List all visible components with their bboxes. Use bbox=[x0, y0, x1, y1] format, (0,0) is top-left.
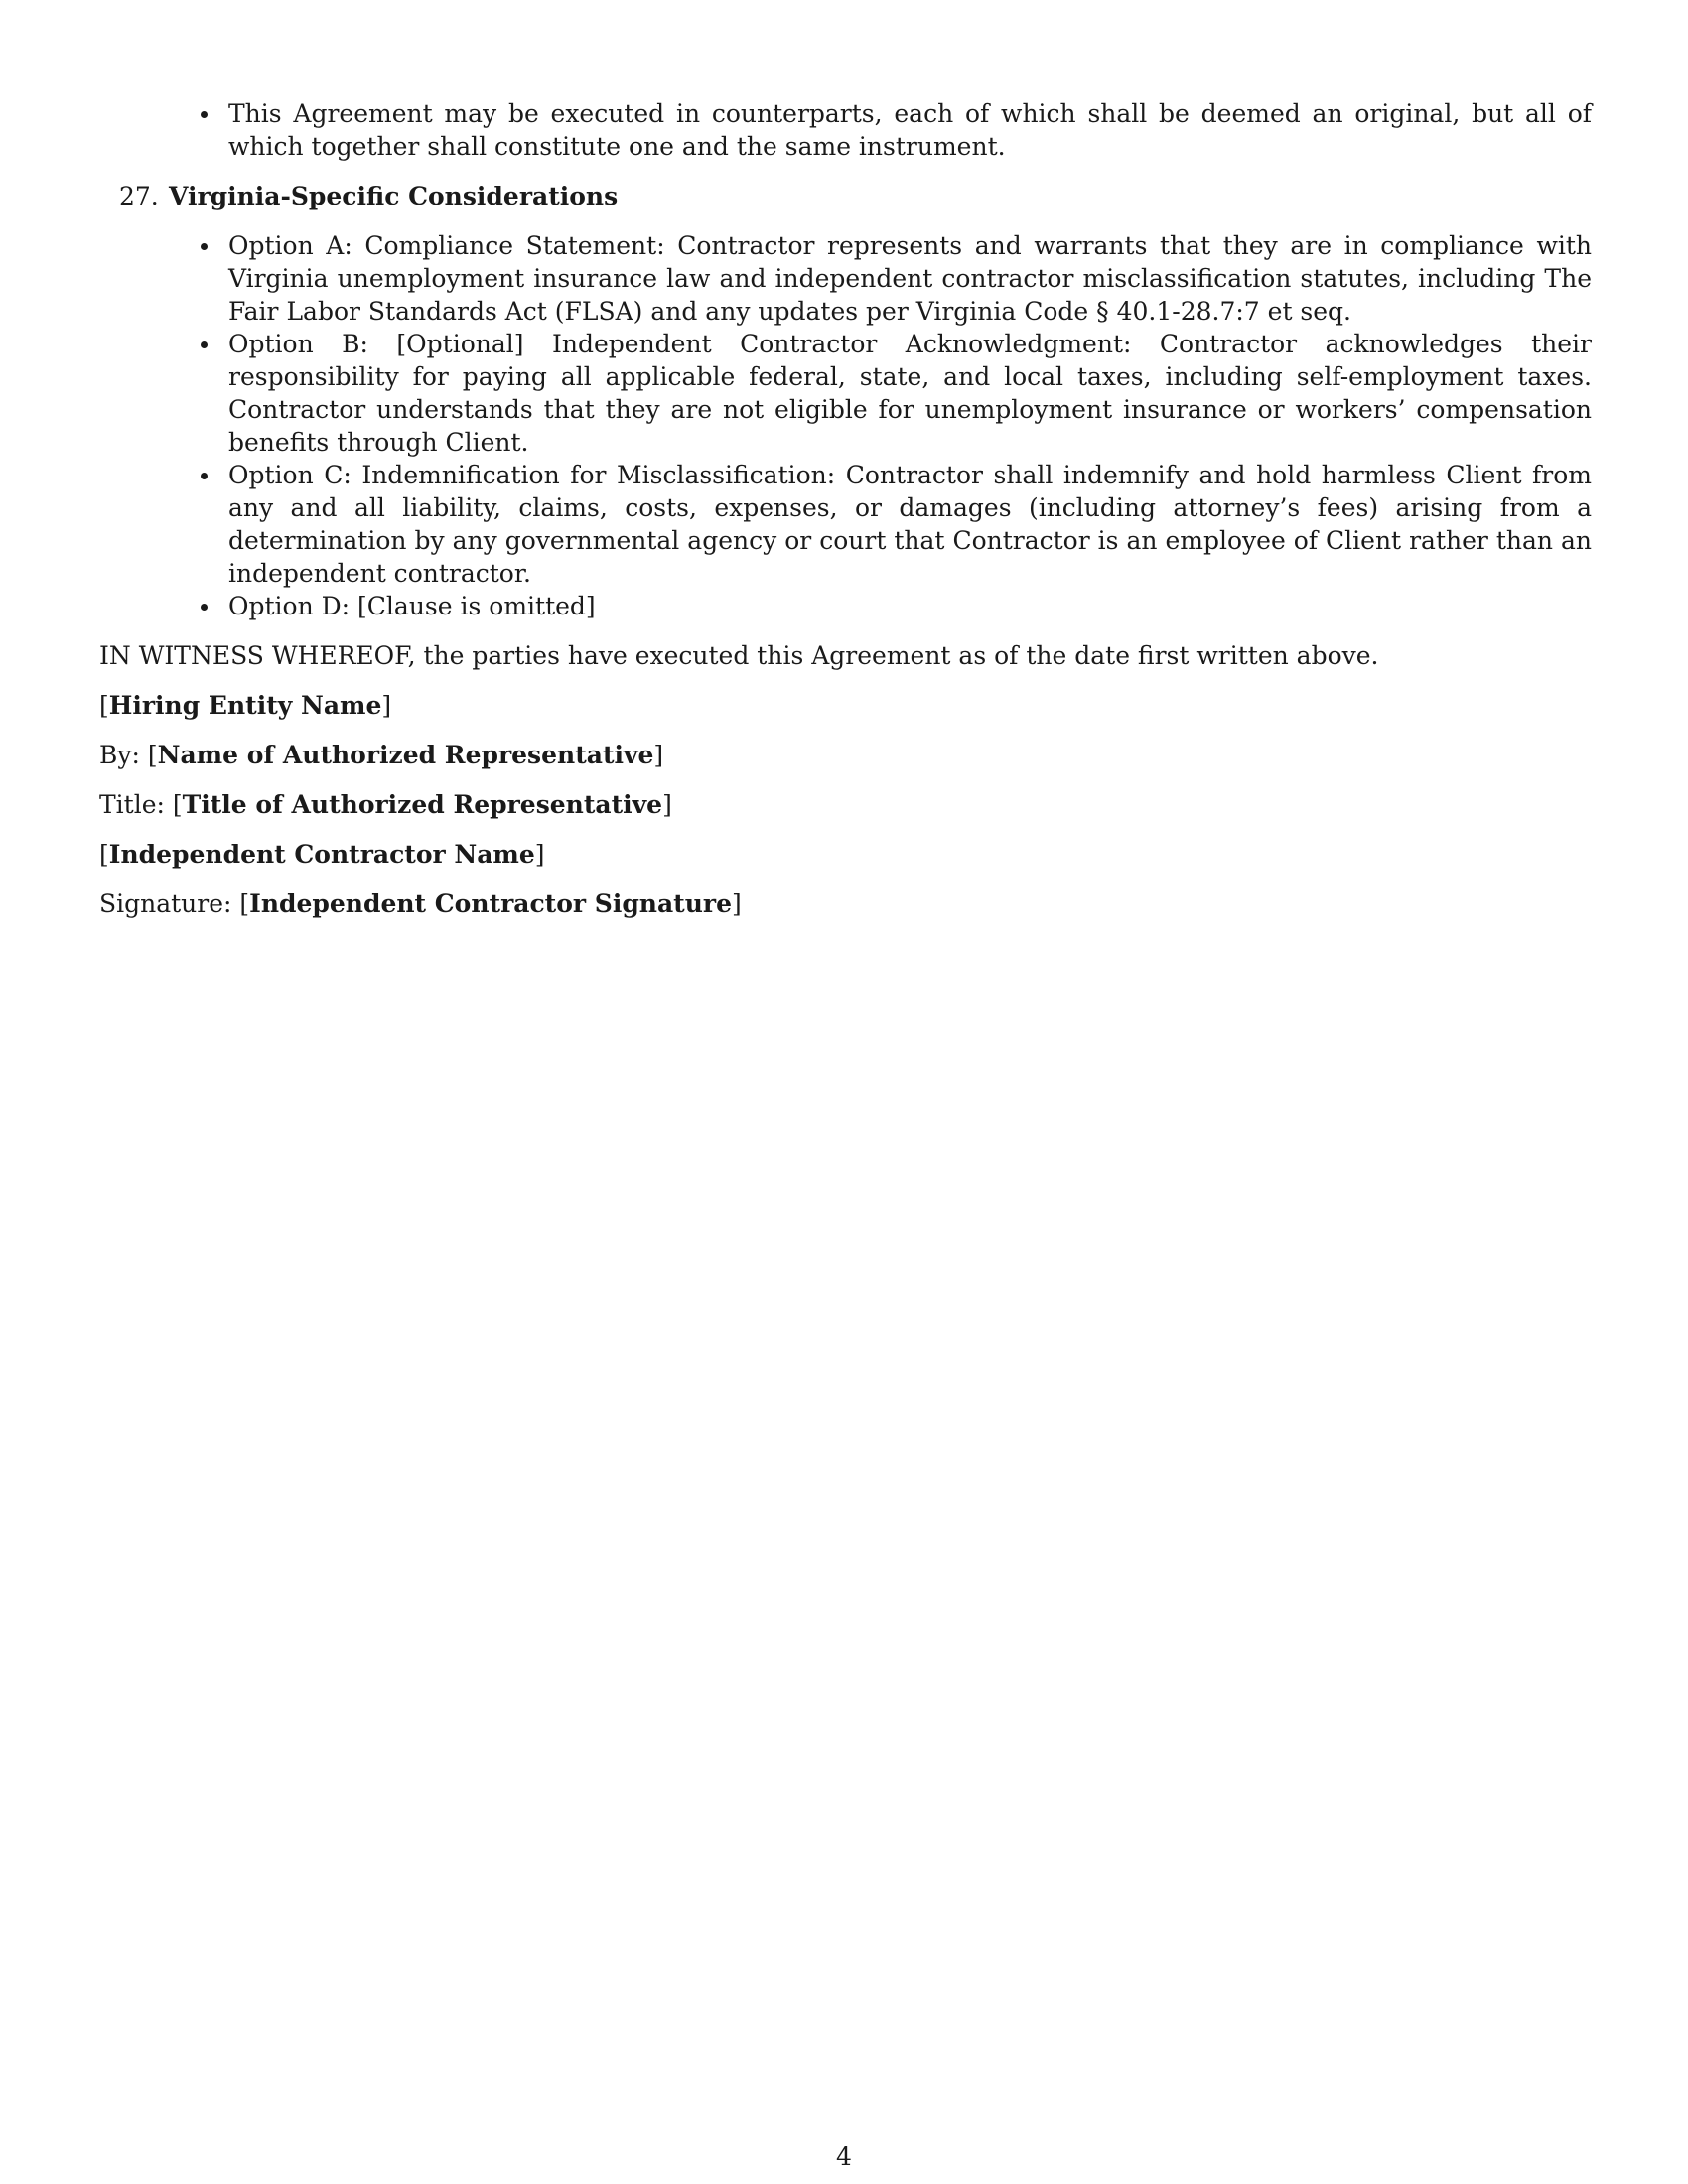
title-line: Title: [Title of Authorized Representative] bbox=[99, 790, 672, 819]
authorized-representative-name: Name of Authorized Representative bbox=[157, 741, 654, 769]
continuation-bullet-list bbox=[228, 97, 1592, 163]
witness-statement: IN WITNESS WHEREOF, the parties have executed this Agreement as of the date first written above. bbox=[99, 641, 1379, 670]
by-label: By: bbox=[99, 741, 140, 769]
contractor-name-line: [Independent Contractor Name] bbox=[99, 840, 545, 869]
page-number: 4 bbox=[836, 2142, 852, 2171]
title-label: Title: bbox=[99, 790, 165, 819]
counterparts-bullet: This Agreement may be executed in counterparts, each of which shall be deemed an original, but all of which together shall constitute one and the same instrument. bbox=[228, 99, 1592, 161]
option-b-bullet: Option B: [Optional] Independent Contractor Acknowledgment: Contractor acknowledges their responsibility for paying all applicable federal, state, and local taxes, including self-employment taxes. Contractor understands that they are not eligible for unemployment insurance or workers’ compensation benefits through Client. bbox=[228, 330, 1592, 457]
option-d-bullet: Option D: [Clause is omitted] bbox=[228, 590, 1592, 622]
contractor-signature: Independent Contractor Signature bbox=[249, 889, 732, 918]
hiring-entity-name: Hiring Entity Name bbox=[108, 691, 382, 720]
option-c-bullet: Option C: Indemnification for Misclassification: Contractor shall indemnify and hold harmless Client from any and all liability, claims, costs, expenses, or damages (including attorney’s fees) arising from a determination by any governmental agency or court that Contractor is an employee of Client rather than an independent contractor. bbox=[228, 461, 1592, 588]
signature-line: Signature: [Independent Contractor Signature] bbox=[99, 889, 742, 918]
section-heading bbox=[99, 180, 1592, 212]
signature-label: Signature: bbox=[99, 889, 232, 918]
document-page bbox=[99, 97, 1592, 920]
section-title: Virginia-Specific Considerations bbox=[169, 182, 619, 210]
by-line: By: [Name of Authorized Representative] bbox=[99, 741, 664, 769]
hiring-entity-line: [Hiring Entity Name] bbox=[99, 691, 392, 720]
section-number: 27. bbox=[119, 182, 159, 210]
option-a-bullet: Option A: Compliance Statement: Contractor represents and warrants that they are in compliance with Virginia unemployment insurance law and independent contractor misclassification statutes, including The Fair Labor Standards Act (FLSA) and any updates per Virginia Code § 40.1-28.7:7 et seq. bbox=[228, 231, 1592, 326]
authorized-representative-title: Title of Authorized Representative bbox=[182, 790, 663, 819]
virginia-options-list bbox=[228, 229, 1592, 622]
contractor-name: Independent Contractor Name bbox=[108, 840, 535, 869]
